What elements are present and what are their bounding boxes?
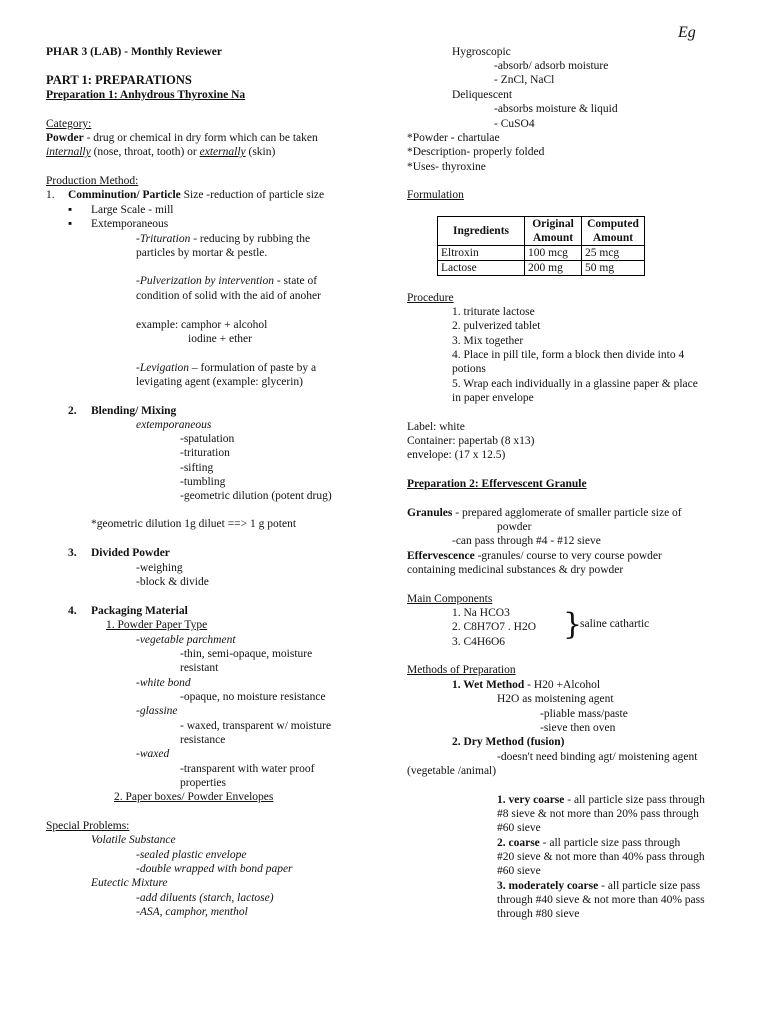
vegetable-parchment: -vegetable parchment <box>136 634 236 646</box>
divided-powder-heading: Divided Powder <box>91 547 170 559</box>
comminution-heading: Comminution/ Particle <box>68 189 181 201</box>
granules-line <box>407 506 682 520</box>
white-bond-desc: -opaque, no moisture resistance <box>180 691 326 703</box>
procedure-heading: Procedure <box>407 292 454 304</box>
header-text: Amount <box>592 232 634 244</box>
granules-def: - prepared agglomerate of smaller particle size of <box>452 507 682 519</box>
hygro-item: - ZnCl, NaCl <box>494 74 555 86</box>
list-number: 2. <box>68 405 77 417</box>
externally-term: externally <box>199 146 246 158</box>
glassine-desc-1: - waxed, transparent w/ moisture <box>180 720 332 732</box>
moderately-coarse-desc-2: through #40 sieve & not more than 40% pass <box>497 894 705 906</box>
moderately-coarse-desc: - all particle size pass <box>598 880 701 892</box>
wet-method-line <box>452 678 600 692</box>
white-bond: -white bond <box>136 677 191 689</box>
very-coarse-desc-2: #8 sieve & not more than 20% pass through <box>497 808 699 820</box>
very-coarse-desc: - all particle size pass through <box>564 794 705 806</box>
table-cell: 25 mcg <box>582 246 645 261</box>
blend-item: -tumbling <box>180 476 226 488</box>
formulation-heading: Formulation <box>407 189 464 201</box>
coarse-desc-3: #60 sieve <box>497 865 541 877</box>
doc-title: PHAR 3 (LAB) - Monthly Reviewer <box>46 46 222 58</box>
packaging-heading: Packaging Material <box>91 605 188 617</box>
trituration-line <box>136 232 310 246</box>
effervescence-term: Effervescence <box>407 550 475 562</box>
dry-desc-1: -doesn't need binding agt/ moistening agent <box>497 751 698 763</box>
example-2: iodine + ether <box>188 333 252 345</box>
moderately-coarse-line <box>497 879 700 893</box>
procedure-step: 5. Wrap each individually in a glassine paper & place <box>452 378 698 390</box>
blend-item: -sifting <box>180 462 214 474</box>
glassine-desc-2: resistance <box>180 734 226 746</box>
header-text: Original <box>532 218 574 230</box>
component-item: 1. Na HCO3 <box>452 607 510 619</box>
bullet-extemporaneous: Extemporaneous <box>91 218 169 230</box>
eutectic-item: -ASA, camphor, menthol <box>136 906 248 918</box>
procedure-step: 4. Place in pill tile, form a block then divide into 4 <box>452 349 685 361</box>
powder-definition-line2 <box>46 145 275 159</box>
category-label: Category: <box>46 118 92 130</box>
volatile-item: -sealed plastic envelope <box>136 849 247 861</box>
wet-method-desc: - H20 +Alcohol <box>524 679 601 691</box>
granules-term: Granules <box>407 507 453 519</box>
coarse-line <box>497 836 680 850</box>
main-components-heading: Main Components <box>407 593 493 605</box>
table-cell: 100 mcg <box>525 246 582 261</box>
container-line: Container: papertab (8 x13) <box>407 435 535 447</box>
signature-mark: Eg <box>678 24 696 41</box>
pulverization-term: -Pulverization by intervention <box>136 275 274 287</box>
deli-item: - CuSO4 <box>494 118 535 130</box>
list-number: 3. <box>68 547 77 559</box>
veg-desc-1: -thin, semi-opaque, moisture <box>180 648 313 660</box>
table-cell: 200 mg <box>525 261 582 276</box>
effervescence-def-2: containing medicinal substances & dry powder <box>407 564 624 576</box>
divided-item: -block & divide <box>136 576 209 588</box>
deliquescent-heading: Deliquescent <box>452 89 513 101</box>
blend-item: -spatulation <box>180 433 235 445</box>
eutectic-item: -add diluents (starch, lactose) <box>136 892 274 904</box>
table-row <box>438 246 645 261</box>
powder-definition <box>46 131 318 145</box>
trituration-term: -Trituration <box>136 233 191 245</box>
geometric-note: *geometric dilution 1g diluet ==> 1 g potent <box>91 518 297 530</box>
blend-item: -geometric dilution (potent drug) <box>180 490 332 502</box>
blending-heading: Blending/ Mixing <box>91 405 177 417</box>
wet-item: -sieve then oven <box>540 722 616 734</box>
component-item: 2. C8H7O7 . H2O <box>452 621 537 633</box>
hygro-item: -absorb/ adsorb moisture <box>494 60 609 72</box>
granules-def-3: -can pass through #4 - #12 sieve <box>452 535 601 547</box>
effervescence-line <box>407 549 662 563</box>
coarse-desc-2: #20 sieve & not more than 40% pass through <box>497 851 705 863</box>
production-heading: Production Method: <box>46 175 139 187</box>
wet-item: -pliable mass/paste <box>540 708 628 720</box>
moderately-coarse-heading: 3. moderately coarse <box>497 880 599 892</box>
procedure-step: potions <box>452 363 486 375</box>
procedure-step: 1. triturate lactose <box>452 306 535 318</box>
moderately-coarse-desc-3: through #80 sieve <box>497 908 580 920</box>
glassine: -glassine <box>136 705 178 717</box>
table-row <box>438 261 645 276</box>
waxed-desc-2: properties <box>180 777 226 789</box>
list-number: 4. <box>68 605 77 617</box>
prep2-heading: Preparation 2: Effervescent Granule <box>407 478 587 490</box>
comminution-desc: Size -reduction of particle size <box>180 189 325 201</box>
levigation-def-2: levigating agent (example: glycerin) <box>136 376 304 388</box>
table-header-cell <box>582 217 645 246</box>
procedure-step: in paper envelope <box>452 392 534 404</box>
volatile-item: -double wrapped with bond paper <box>136 863 293 875</box>
paper-type-heading: 1. Powder Paper Type <box>106 619 208 631</box>
waxed-desc-1: -transparent with water proof <box>180 763 315 775</box>
powder-term: Powder <box>46 132 84 144</box>
hygroscopic-heading: Hygroscopic <box>452 46 511 58</box>
wet-method-heading: 1. Wet Method <box>452 679 525 691</box>
eutectic-heading: Eutectic Mixture <box>91 877 168 889</box>
example-1: example: camphor + alcohol <box>136 319 268 331</box>
levigation-def: – formulation of paste by a <box>189 362 317 374</box>
very-coarse-line <box>497 793 705 807</box>
note-line: *Powder - chartulae <box>407 132 500 144</box>
deli-item: -absorbs moisture & liquid <box>494 103 618 115</box>
levigation-line <box>136 361 316 375</box>
coarse-heading: 2. coarse <box>497 837 540 849</box>
blend-item: -trituration <box>180 447 230 459</box>
pulverization-line <box>136 274 317 288</box>
powder-def-1: - drug or chemical in dry form which can be taken <box>83 132 318 144</box>
brace-icon: } <box>563 607 583 642</box>
wet-item: H2O as moistening agent <box>497 693 614 705</box>
dry-desc-2: (vegetable /animal) <box>407 765 497 777</box>
trituration-def: - reducing by rubbing the <box>190 233 311 245</box>
prep1-heading: Preparation 1: Anhydrous Thyroxine Na <box>46 89 246 101</box>
table-cell: 50 mg <box>582 261 645 276</box>
comminution-line <box>68 188 324 202</box>
envelope-line: envelope: (17 x 12.5) <box>407 449 506 461</box>
paper-boxes-heading: 2. Paper boxes/ Powder Envelopes <box>114 791 274 803</box>
effervescence-def: -granules/ course to very course powder <box>474 550 662 562</box>
note-line: *Uses- thyroxine <box>407 161 486 173</box>
volatile-heading: Volatile Substance <box>91 834 176 846</box>
bullet-icon: ▪ <box>68 218 73 230</box>
pulverization-def: - state of <box>273 275 318 287</box>
list-number: 1. <box>46 189 55 201</box>
procedure-step: 2. pulverized tablet <box>452 320 541 332</box>
divided-item: -weighing <box>136 562 183 574</box>
procedure-step: 3. Mix together <box>452 335 524 347</box>
table-header-cell <box>525 217 582 246</box>
granules-def-2: powder <box>497 521 532 533</box>
levigation-term: -Levigation <box>136 362 190 374</box>
very-coarse-heading: 1. very coarse <box>497 794 565 806</box>
header-text: Ingredients <box>452 225 510 237</box>
note-line: *Description- properly folded <box>407 146 545 158</box>
coarse-desc: - all particle size pass through <box>539 837 681 849</box>
part-heading: PART 1: PREPARATIONS <box>46 73 192 87</box>
table-cell: Lactose <box>438 261 525 276</box>
special-problems-heading: Special Problems: <box>46 820 130 832</box>
dry-method-heading: 2. Dry Method (fusion) <box>452 736 565 748</box>
waxed: -waxed <box>136 748 170 760</box>
header-text: Amount <box>532 232 574 244</box>
table-cell: Eltroxin <box>438 246 525 261</box>
pulverization-def-2: condition of solid with the aid of anoher <box>136 290 321 302</box>
extemporaneous-label: extemporaneous <box>136 419 212 431</box>
powder-def-2: (nose, throat, tooth) or <box>90 146 200 158</box>
table-header-row <box>438 217 645 246</box>
formulation-table <box>437 216 645 276</box>
very-coarse-desc-3: #60 sieve <box>497 822 541 834</box>
component-item: 3. C4H6O6 <box>452 636 506 648</box>
saline-cathartic: saline cathartic <box>580 618 650 630</box>
bullet-icon: ▪ <box>68 204 73 216</box>
table-header-cell <box>438 217 525 246</box>
methods-heading: Methods of Preparation <box>407 664 516 676</box>
internally-term: internally <box>46 146 91 158</box>
veg-desc-2: resistant <box>180 662 219 674</box>
bullet-large-scale: Large Scale - mill <box>91 204 174 216</box>
powder-def-3: (skin) <box>245 146 276 158</box>
header-text: Computed <box>587 218 639 230</box>
trituration-def-2: particles by mortar & pestle. <box>136 247 268 259</box>
label-line: Label: white <box>407 421 465 433</box>
